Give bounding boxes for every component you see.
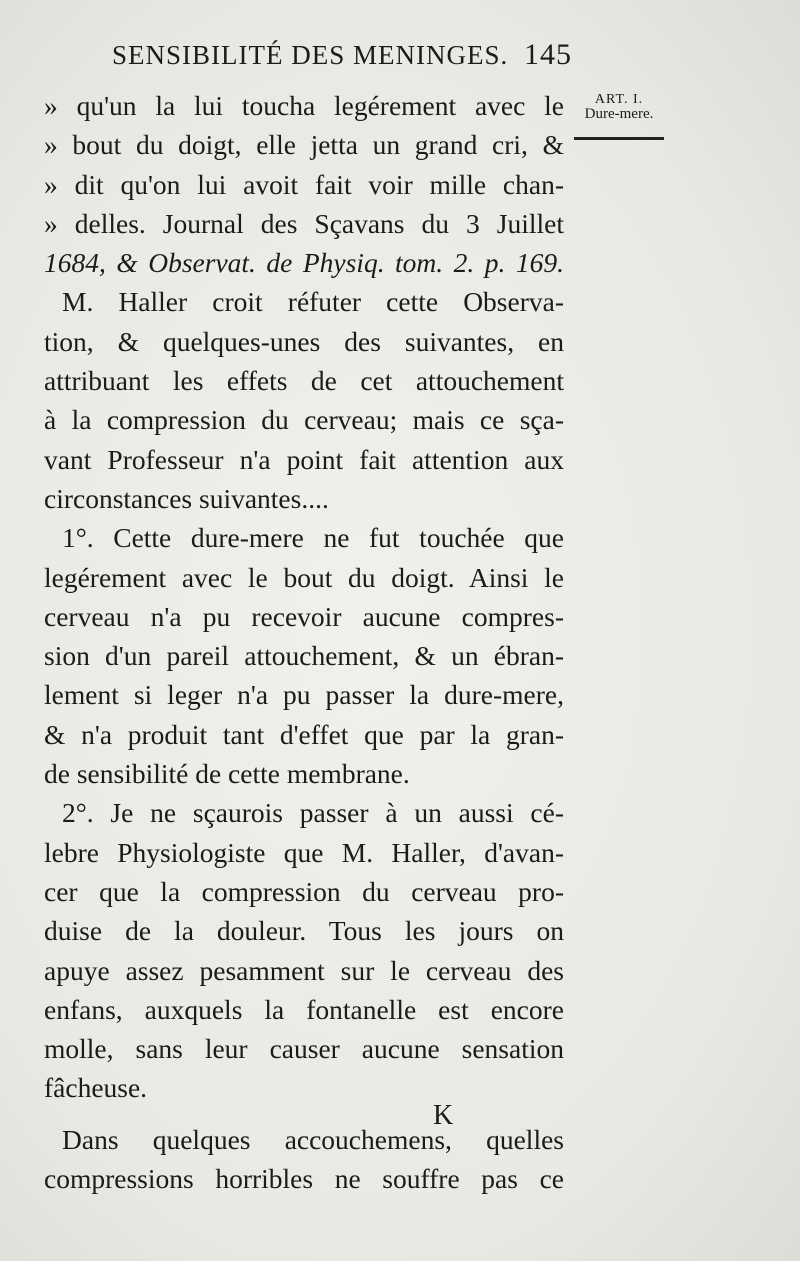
text-line: » delles. Journal des Sçavans du 3 Juillet — [44, 207, 564, 239]
margin-rule — [574, 137, 664, 140]
text-line: lement si leger n'a pu passer la dure-mere, — [44, 679, 564, 711]
text-line: cerveau n'a pu recevoir aucune compres- — [44, 600, 564, 632]
text-line: molle, sans leur causer aucune sensation — [44, 1033, 564, 1065]
text-line: 1°. Cette dure-mere ne fut touchée que — [62, 522, 564, 554]
text-line: & n'a produit tant d'effet que par la gran- — [44, 718, 564, 750]
running-head — [112, 38, 572, 72]
text-line: 2°. Je ne sçaurois passer à un aussi cé- — [62, 797, 564, 829]
text-line: cer que la compression du cerveau pro- — [44, 875, 564, 907]
body-text — [44, 86, 564, 1198]
text-line: » qu'un la lui toucha legérement avec le — [44, 90, 564, 121]
page-number: 145 — [524, 38, 572, 71]
text-line: 1684, & Observat. de Physiq. tom. 2. p. 169. — [44, 247, 564, 279]
text-line: attribuant les effets de cet attouchement — [44, 365, 564, 397]
text-line: apuye assez pesamment sur le cerveau des — [44, 954, 564, 986]
paragraph-gap — [44, 1108, 564, 1120]
margin-subject-label: Dure-mere. — [584, 106, 654, 122]
text-line: enfans, auxquels la fontanelle est encore — [44, 993, 564, 1025]
text-line: tion, & quelques-unes des suivantes, en — [44, 325, 564, 357]
text-line: fâcheuse. — [44, 1072, 148, 1104]
text-line: » dit qu'on lui avoit fait voir mille chan- — [44, 168, 564, 200]
text-line: » bout du doigt, elle jetta un grand cri, & — [44, 129, 564, 161]
text-line: à la compression du cerveau; mais ce sça- — [44, 404, 564, 436]
text-line: duise de la douleur. Tous les jours on — [44, 915, 564, 947]
text-line: M. Haller croit réfuter cette Observa- — [62, 286, 564, 318]
text-line: sion d'un pareil attouchement, & un ébran- — [44, 640, 564, 672]
margin-note — [574, 92, 664, 140]
margin-article-label: ART. I. — [594, 92, 644, 107]
text-line: vant Professeur n'a point fait attention aux — [44, 443, 564, 475]
text-line: circonstances suivantes.... — [44, 482, 329, 514]
text-line: Dans quelques accouchemens, quelles — [62, 1123, 564, 1155]
text-line: compressions horribles ne souffre pas ce — [44, 1163, 564, 1195]
running-title: SENSIBILITÉ DES MENINGES. — [112, 40, 509, 70]
signature-mark: K — [433, 1100, 455, 1131]
text-line: legérement avec le bout du doigt. Ainsi le — [44, 561, 564, 593]
text-line: lebre Physiologiste que M. Haller, d'avan- — [44, 836, 564, 868]
text-line: de sensibilité de cette membrane. — [44, 758, 410, 790]
